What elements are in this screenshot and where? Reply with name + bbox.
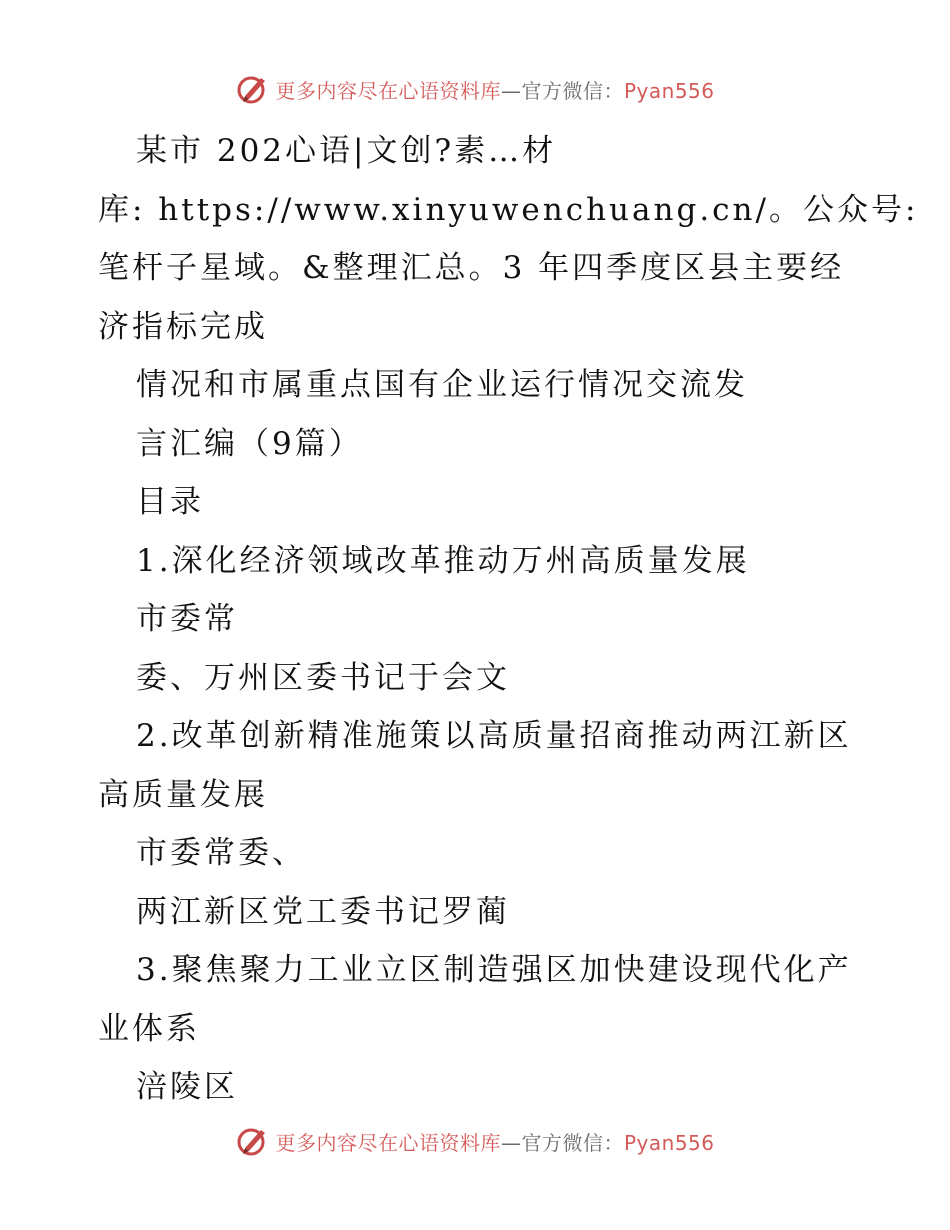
banner-main-text: 更多内容尽在心语资料库 xyxy=(275,78,501,103)
text-line: 某市 202心语|文创?素…材 xyxy=(136,133,557,169)
text-line: 委、万州区委书记于会文 xyxy=(136,659,510,696)
text-line: 高质量发展 xyxy=(98,776,268,813)
text-line: 1.深化经济领域改革推动万州高质量发展 xyxy=(136,542,750,579)
pen-logo-icon xyxy=(235,1124,269,1158)
banner-inner xyxy=(235,72,714,106)
text-line: 库: https://www.xinyuwenchuang.cn/。公众号: xyxy=(98,191,919,228)
banner-dash: — xyxy=(500,1130,522,1155)
footer-watermark-banner xyxy=(0,1122,950,1160)
banner-wechat-label: 官方微信： xyxy=(521,78,624,103)
banner-text xyxy=(275,1127,714,1156)
banner-text xyxy=(275,75,714,104)
banner-handle: Pyan556 xyxy=(623,1130,715,1155)
text-line: 济指标完成 xyxy=(98,308,268,345)
text-line: 3.聚焦聚力工业立区制造强区加快建设现代化产 xyxy=(136,952,852,988)
header-watermark-banner xyxy=(0,70,950,108)
text-line: 涪陵区 xyxy=(136,1069,238,1105)
text-line: 言汇编（9篇） xyxy=(136,425,363,462)
banner-inner xyxy=(235,1124,714,1158)
document-body xyxy=(98,122,919,1117)
text-line: 2.改革创新精准施策以高质量招商推动两江新区 xyxy=(136,718,852,754)
pen-logo-icon xyxy=(235,72,269,106)
text-line: 两江新区党工委书记罗蔺 xyxy=(136,893,510,930)
banner-handle: Pyan556 xyxy=(623,78,715,103)
banner-dash: — xyxy=(500,78,522,103)
text-line: 业体系 xyxy=(98,1010,200,1047)
banner-wechat-label: 官方微信： xyxy=(521,1130,624,1155)
banner-main-text: 更多内容尽在心语资料库 xyxy=(275,1130,501,1155)
text-line: 笔杆子星域。&整理汇总。3 年四季度区县主要经 xyxy=(98,250,845,286)
text-line: 市委常 xyxy=(136,601,238,637)
text-line: 情况和市属重点国有企业运行情况交流发 xyxy=(136,367,748,403)
text-line: 市委常委、 xyxy=(136,835,306,871)
text-line: 目录 xyxy=(136,484,204,520)
